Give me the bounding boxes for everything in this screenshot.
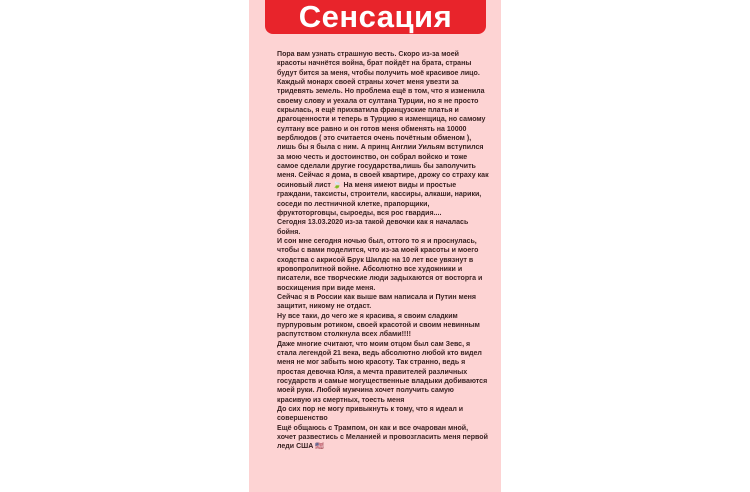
story-card xyxy=(249,0,501,492)
story-title: Сенсация xyxy=(298,0,453,34)
title-banner xyxy=(265,0,486,34)
story-body-text: Пора вам узнать страшную весть. Скоро из-за моей красоты начнётся война, брат пойдёт на брата, страны будут бится за меня, чтобы получить моё красивое лицо. Каждый монарх своей страны хочет меня увезти за тридевять земель. Но проблема ещё в том, что я изменила своему слову и уехала от султана Турции, но я не просто скрылась, я ещё прихватила французские платья и драгоценности и теперь в Турцию я изменщица, но самому султану все равно и он готов меня обменять на 10000 верблюдов ( это считается очень почётным обменом ), лишь бы я была с ним. А принц Англии Уильям вступился за мою честь и достоинство, он собрал войско и тоже самое сделали другие государства,лишь бы заполучить меня. Сейчас я дома, в своей квартире, дрожу со страху как осиновый лист 🍃 На меня имеют виды и простые граждани, таксисты, строители, кассиры, алкаши, нарики, соседи по лестничной клетке, прапорщики, фруктоторговцы, сыроеды, вся рос гвардия.... Сегодня 13.03.2020 из-за такой девочки как я началась бойня. И сон мне сегодня ночью был, оттого то я и проснулась, чтобы с вами поделится, что из-за моей красоты и моего сходства с акрисой Брук Шилдс на 10 лет все увязнут в кровопролитной войне. Абсолютно все художники и писатели, все творческие люди задыхаются от восторга и восхищения при виде меня. Сейчас я в России как выше вам написала и Путин меня защитит, никому не отдаст. Ну все таки, до чего же я красива, я своим сладким пурпуровым ротиком, своей красотой и своим невинным распутством столкнула всех лбами!!!! Даже многие считают, что моим отцом был сам Зевс, я стала легендой 21 века, ведь абсолютно любой кто видел меня не мог забыть мою красоту. Так странно, ведь я простая девочка Юля, а мечта правителей различных государств и самые могущественные владыки добиваются моей руки. Любой мужчина хочет получить самую красивую из смертных, тоесть меня До сих пор не могу привыкнуть к тому, что я идеал и совершенство Ещё общаюсь с Трампом, он как и все очарован мной, хочет развестись с Меланией и провозгласить меня первой леди США 🇺🇸 xyxy=(277,51,489,451)
